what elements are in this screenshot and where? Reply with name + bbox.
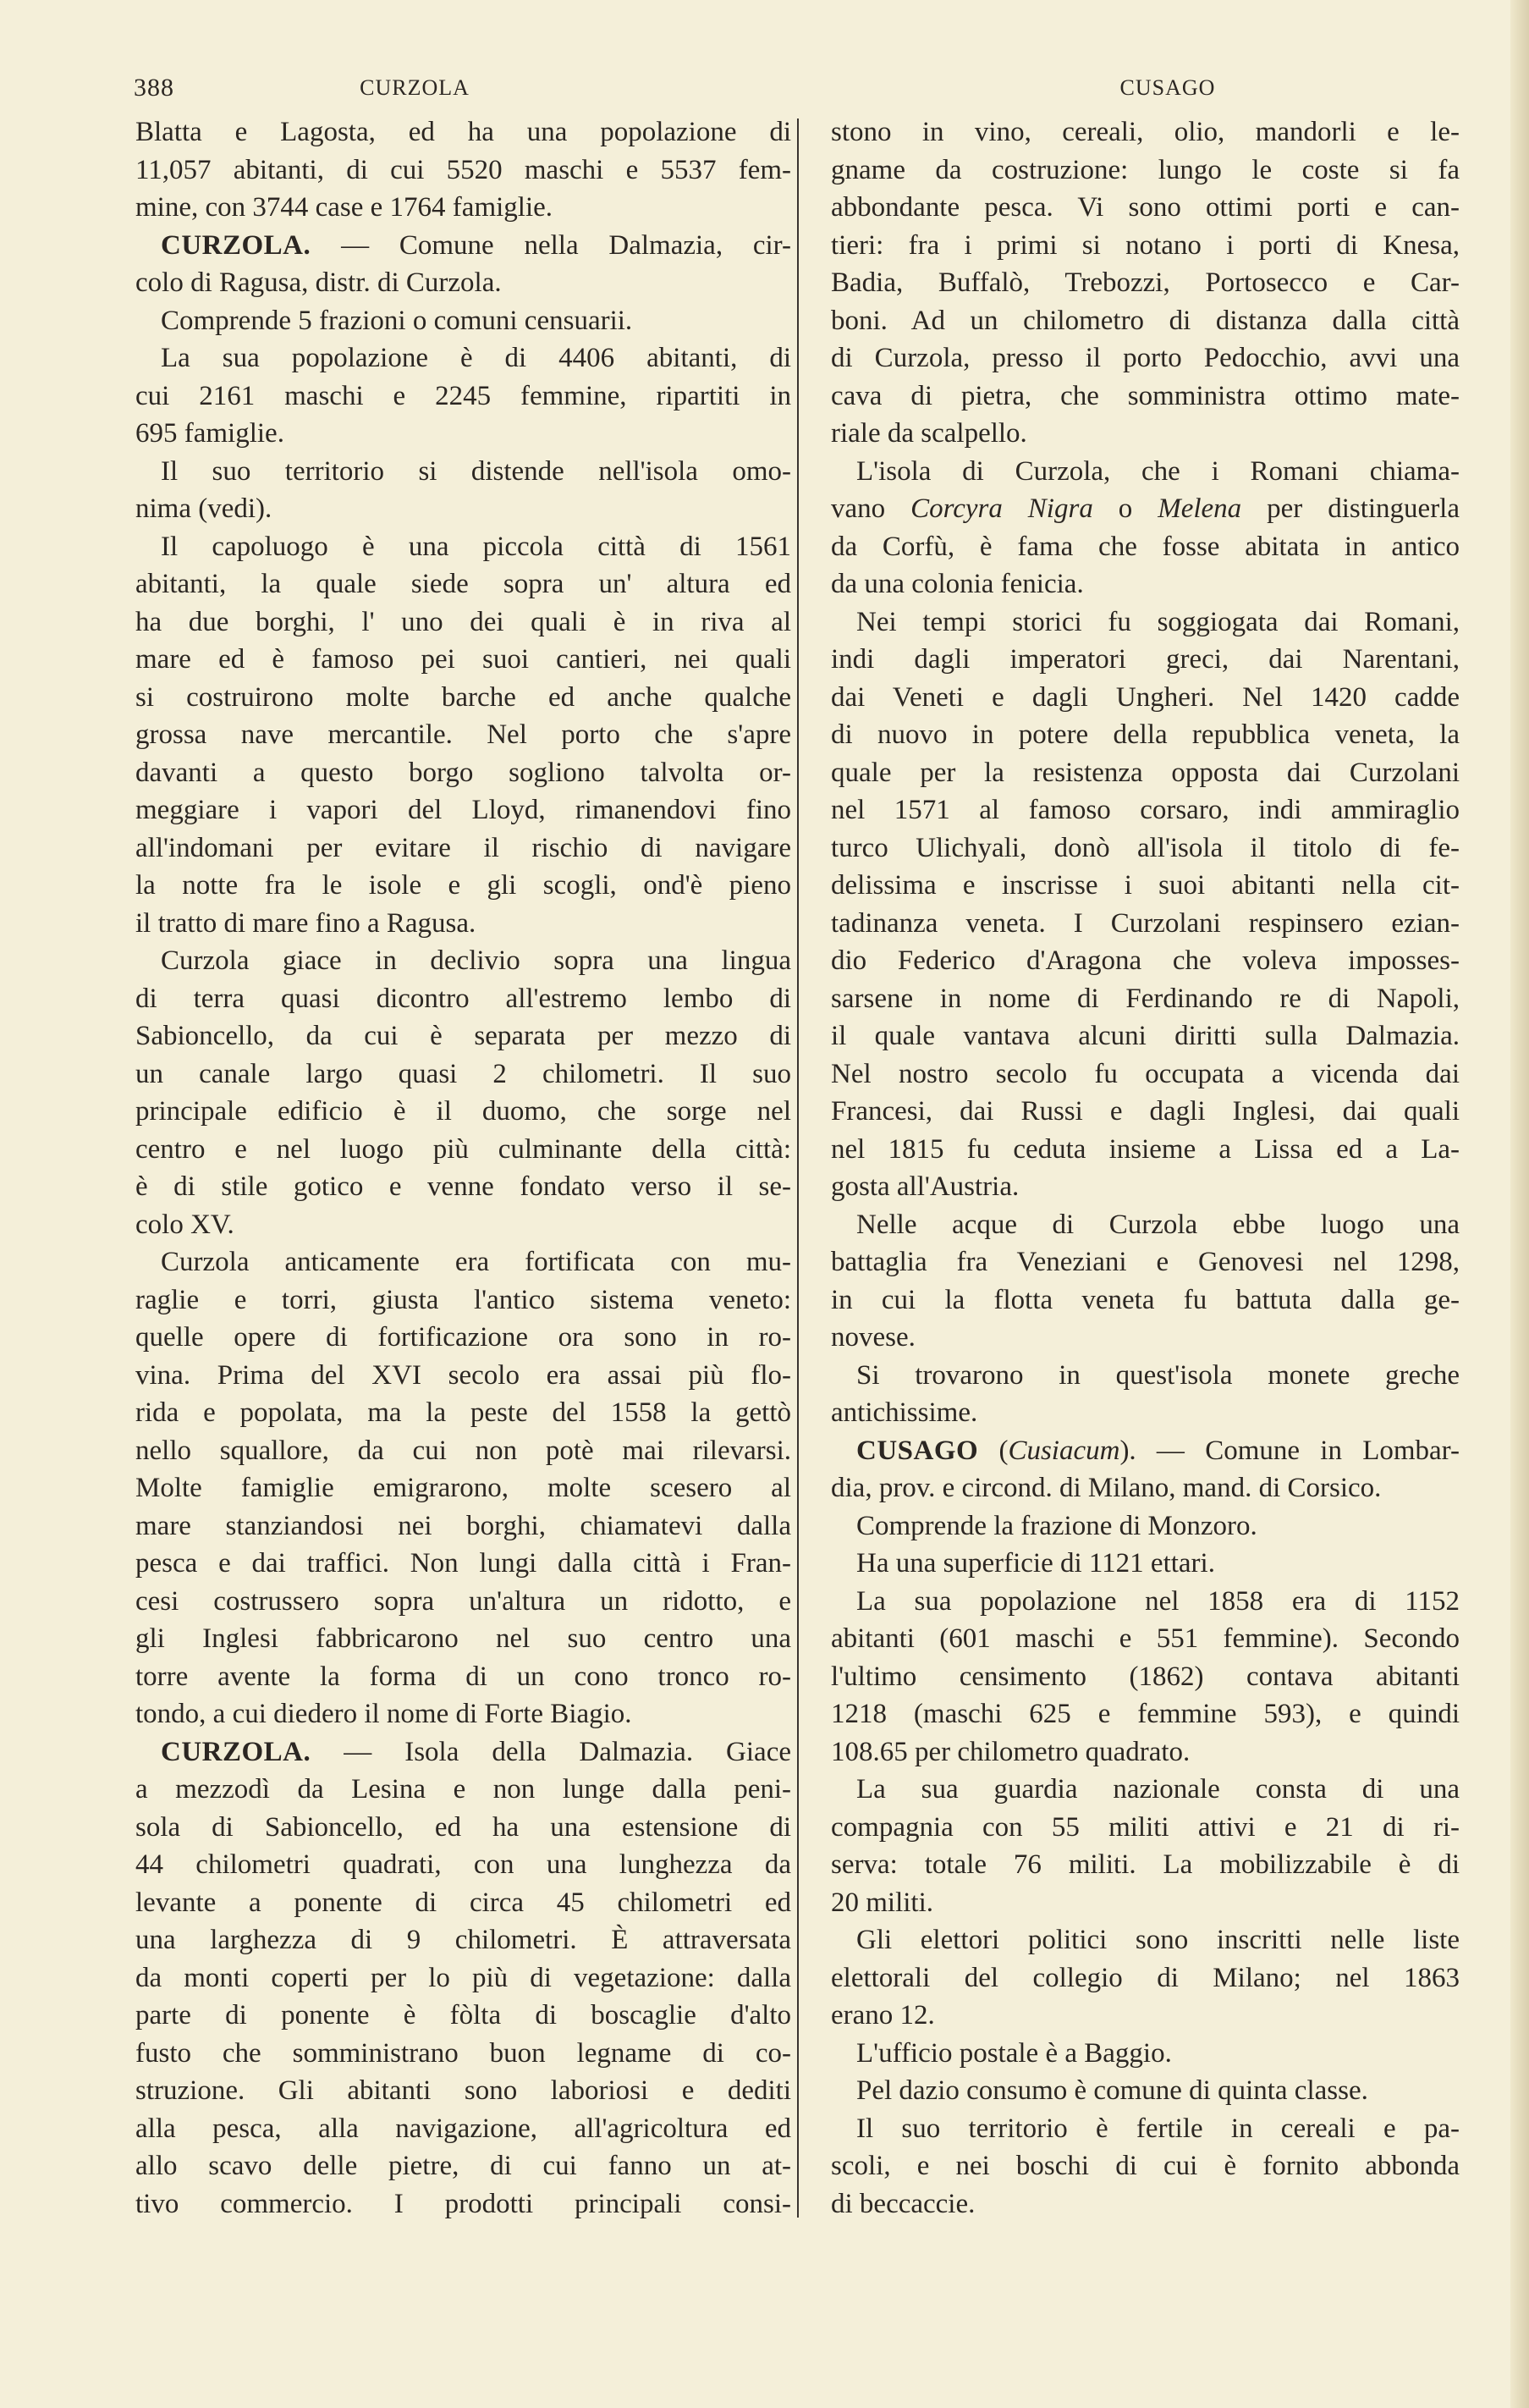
text-segment: — Comune nella Dalmazia, cir- [311,229,791,261]
text-line: cesi costrussero sopra un'altura un ridotto, e [135,1585,791,1617]
text-line: abitanti (601 maschi e 551 femmine). Secondo [831,1623,1460,1654]
text-line: delissima e inscrisse i suoi abitanti nella cit- [831,870,1460,901]
text-line: novese. [831,1322,916,1353]
text-line: una larghezza di 9 chilometri. È attraversata [135,1925,791,1955]
text-line: di terra quasi dicontro all'estremo lembo di [135,983,791,1014]
text-line: rida e popolata, ma la peste del 1558 la gettò [135,1397,791,1428]
paragraph [831,2035,1460,2073]
text-line: Il capoluogo è una piccola città di 1561 [161,531,791,562]
text-line: gli Inglesi fabbricarono nel suo centro una [135,1623,791,1654]
text-line: Il suo territorio si distende nell'isola omo- [161,455,791,487]
text-line: La sua guardia nazionale consta di una [856,1774,1460,1805]
text-line: Si trovarono in quest'isola monete greche [856,1359,1460,1391]
text-line: 108.65 per chilometro quadrato. [831,1736,1191,1767]
text-line: La sua popolazione è di 4406 abitanti, di [161,343,791,373]
text-line: da una colonia fenicia. [831,569,1084,599]
column-divider [797,118,799,2218]
text-line: colo di Ragusa, distr. di Curzola. [135,267,502,298]
text-line: Comprende 5 frazioni o comuni censuarii. [161,305,633,336]
text-line: in cui la flotta veneta fu battuta dalla ge- [831,1284,1460,1315]
text-line: Gli elettori politici sono inscritti nelle liste [856,1925,1460,1955]
text-line: nello squallore, da cui non potè mai rilevarsi. [135,1435,791,1466]
page-number: 388 [134,74,174,102]
text-line: grossa nave mercantile. Nel porto che s'apre [135,719,791,750]
text-line: cui 2161 maschi e 2245 femmine, ripartiti in [135,380,791,411]
text-line: centro e nel luogo più culminante della città: [135,1133,791,1165]
text-line: parte di ponente è fòlta di boscaglie d'alto [135,2000,791,2031]
paragraph [831,1921,1460,2035]
text-line: turco Ulichyali, donò all'isola il titolo di fe- [831,832,1460,863]
text-line [135,227,791,265]
text-line: antichissime. [831,1397,978,1428]
text-segment: o [1092,493,1158,524]
text-line: mare ed è famoso pei suoi cantieri, nei quali [135,644,791,675]
paragraph [831,2072,1460,2110]
text-line: La sua popolazione nel 1858 era di 1152 [856,1585,1460,1617]
paragraph [831,1545,1460,1583]
text-line: elettorali del collegio di Milano; nel 1863 [831,1962,1460,1993]
right-column [831,113,1460,2223]
text-line: Francesi, dai Russi e dagli Inglesi, dai quali [831,1096,1460,1127]
text-line: vina. Prima del XVI secolo era assai più flo- [135,1359,791,1391]
paragraph [135,1243,791,1733]
text-line: Comprende la frazione di Monzoro. [856,1510,1257,1541]
text-line: dio Federico d'Aragona che voleva imposses- [831,945,1460,976]
text-line: battaglia fra Veneziani e Genovesi nel 1298, [831,1247,1460,1277]
text-line: scoli, e nei boschi di cui è fornito abbonda [831,2151,1460,2181]
text-line: Curzola giace in declivio sopra una lingua [161,945,791,976]
text-segment: ). — Comune in Lombar- [1119,1435,1460,1466]
running-head-right: CUSAGO [1119,75,1216,100]
text-segment: vano [831,493,911,524]
text-line: a mezzodì da Lesina e non lunge dalla peni- [135,1774,791,1805]
text-line: tadinanza veneta. I Curzolani respinsero ezian- [831,907,1460,939]
text-line [831,490,1460,528]
text-line: colo XV. [135,1209,234,1240]
text-line: dai Veneti e dagli Ungheri. Nel 1420 cadde [831,681,1460,713]
paragraph [831,1357,1460,1432]
text-line: fusto che somministrano buon legname di co- [135,2037,791,2069]
text-line: Blatta e Lagosta, ed ha una popolazione di [135,117,791,147]
text-line: l'ultimo censimento (1862) contava abitanti [831,1661,1460,1692]
text-line: stono in vino, cereali, olio, mandorli e le- [831,117,1460,147]
text-line [831,1432,1460,1470]
paragraph [831,603,1460,1206]
text-line: struzione. Gli abitanti sono laboriosi e dediti [135,2075,791,2106]
text-line: Ha una superficie di 1121 ettari. [856,1548,1215,1579]
text-line: Nei tempi storici fu soggiogata dai Romani, [856,606,1460,637]
paragraph [831,113,1460,453]
paragraph [135,942,791,1243]
text-line: di Curzola, presso il porto Pedocchio, avvi una [831,343,1460,373]
text-line: Il suo territorio è fertile in cereali e pa- [856,2113,1460,2144]
text-line: allo scavo delle pietre, di cui fanno un at- [135,2151,791,2181]
italic-term: Corcyra Nigra [910,493,1093,524]
text-segment: ( [978,1435,1009,1466]
text-line: di nuovo in potere della repubblica veneta, la [831,719,1460,750]
text-line: mine, con 3744 case e 1764 famiglie. [135,192,553,223]
text-line: quale per la resistenza opposta dai Curzolani [831,757,1460,788]
text-line: da monti coperti per lo più di vegetazione: dalla [135,1962,791,1993]
text-line: 44 chilometri quadrati, con una lunghezza da [135,1849,791,1880]
text-line: L'isola di Curzola, che i Romani chiama- [856,455,1460,487]
text-line: torre avente la forma di un cono tronco ro- [135,1661,791,1692]
page-edge [1510,0,1529,2408]
paragraph [135,528,791,943]
paragraph [831,1507,1460,1546]
text-line: 1218 (maschi 625 e femmine 593), e quindi [831,1699,1460,1729]
paragraph [135,453,791,528]
text-line: Badia, Buffalò, Trebozzi, Portosecco e Car- [831,267,1460,298]
text-line: erano 12. [831,2000,935,2031]
paragraph [135,339,791,453]
text-line: ha due borghi, l' uno dei quali è in riva al [135,606,791,637]
paragraph [831,2110,1460,2223]
text-line: pesca e dai traffici. Non lungi dalla città i Fran- [135,1548,791,1579]
text-line: il tratto di mare fino a Ragusa. [135,907,476,939]
text-line: riale da scalpello. [831,418,1027,449]
paragraph [831,1206,1460,1357]
text-line: nima (vedi). [135,493,272,524]
text-line: alla pesca, alla navigazione, all'agricoltura ed [135,2113,791,2144]
text-line: boni. Ad un chilometro di distanza dalla città [831,305,1460,336]
text-line: da Corfù, è fama che fosse abitata in antico [831,531,1460,562]
text-line: tieri: fra i primi si notano i porti di Knesa, [831,229,1460,261]
text-line: nel 1815 fu ceduta insieme a Lissa ed a La- [831,1133,1460,1165]
text-line: un canale largo quasi 2 chilometri. Il suo [135,1058,791,1089]
text-line: si costruirono molte barche ed anche qualche [135,681,791,713]
text-line: sarsene in nome di Ferdinando re di Napoli, [831,983,1460,1014]
paragraph [135,227,791,302]
paragraph [135,1733,791,2223]
text-line: Nel nostro secolo fu occupata a vicenda dai [831,1058,1460,1089]
text-line: Nelle acque di Curzola ebbe luogo una [856,1209,1460,1240]
text-line: quelle opere di fortificazione ora sono in ro- [135,1322,791,1353]
text-line: all'indomani per evitare il rischio di navigare [135,832,791,863]
text-line: meggiare i vapori del Lloyd, rimanendovi fino [135,795,791,825]
text-line: Sabioncello, da cui è separata per mezzo di [135,1021,791,1051]
entry-headword: CURZOLA. [161,229,311,261]
paragraph [831,1771,1460,1921]
italic-term: Melena [1158,493,1242,524]
text-line: cava di pietra, che somministra ottimo mate- [831,380,1460,411]
text-line: sola di Sabioncello, ed ha una estensione di [135,1811,791,1843]
text-line: Pel dazio consumo è comune di quinta classe. [856,2075,1368,2106]
text-line: tivo commercio. I prodotti principali consi- [135,2188,791,2219]
text-line: mare stanziandosi nei borghi, chiamatevi dalla [135,1510,791,1541]
text-line: 695 famiglie. [135,418,284,449]
text-line: dia, prov. e circond. di Milano, mand. di Corsico. [831,1473,1382,1503]
text-line: principale edificio è il duomo, che sorge nel [135,1096,791,1127]
text-line: è di stile gotico e venne fondato verso il se- [135,1171,791,1202]
text-line: di beccaccie. [831,2188,976,2219]
paragraph [831,453,1460,603]
text-line: compagnia con 55 militi attivi e 21 di ri- [831,1811,1460,1843]
text-line: Molte famiglie emigrarono, molte scesero al [135,1473,791,1503]
text-line: Curzola anticamente era fortificata con mu- [161,1247,791,1277]
text-line: davanti a questo borgo sogliono talvolta or- [135,757,791,788]
text-segment: — Isola della Dalmazia. Giace [311,1736,791,1767]
text-line: indi dagli imperatori greci, dai Narentani, [831,644,1460,675]
entry-headword: CURZOLA. [161,1736,311,1767]
text-line: 11,057 abitanti, di cui 5520 maschi e 5537 fem- [135,154,791,185]
text-line: 20 militi. [831,1887,934,1918]
text-line: abitanti, la quale siede sopra un' altura ed [135,569,791,599]
text-line: L'ufficio postale è a Baggio. [856,2037,1172,2069]
text-line: levante a ponente di circa 45 chilometri ed [135,1887,791,1918]
text-line: serva: totale 76 militi. La mobilizzabile è di [831,1849,1460,1880]
paragraph [831,1432,1460,1507]
paragraph [135,113,791,227]
text-line: tondo, a cui diedero il nome di Forte Biagio. [135,1699,632,1729]
paragraph [831,1583,1460,1772]
text-line: la notte fra le isole e gli scogli, ond'è pieno [135,870,791,901]
italic-term: Cusiacum [1008,1435,1120,1466]
text-line: gosta all'Austria. [831,1171,1020,1202]
text-line: raglie e torri, giusta l'antico sistema veneto: [135,1284,791,1315]
text-line: gname da costruzione: lungo le coste si fa [831,154,1460,185]
entry-headword: CUSAGO [856,1435,979,1466]
left-column [135,113,791,2223]
text-line: abbondante pesca. Vi sono ottimi porti e can- [831,192,1460,223]
text-segment: per distinguerla [1241,493,1460,524]
text-line: il quale vantava alcuni diritti sulla Dalmazia. [831,1021,1460,1051]
paragraph [135,302,791,340]
text-line [135,1733,791,1772]
running-head-left: CURZOLA [360,75,470,100]
text-line: nel 1571 al famoso corsaro, indi ammiraglio [831,795,1460,825]
